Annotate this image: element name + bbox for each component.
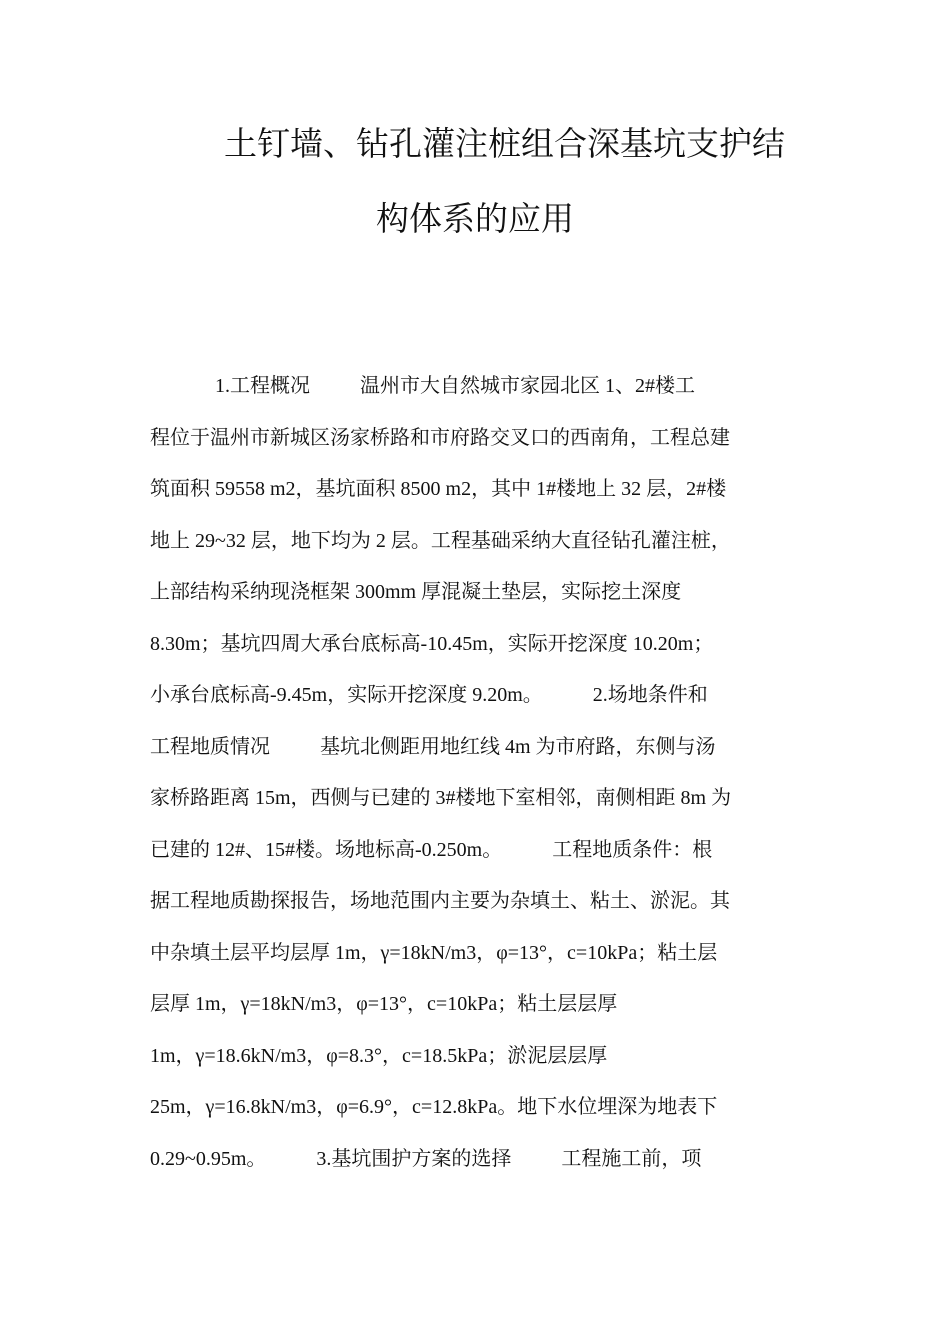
document-title-line-1: 土钉墙、钻孔灌注桩组合深基坑支护结 — [224, 127, 785, 163]
body-text-line: 上部结构采纳现浇框架 300mm 厚混凝土垫层，实际挖土深度 — [150, 581, 682, 603]
body-text-line: 筑面积 59558 m2，基坑面积 8500 m2，其中 1#楼地上 32 层，2#楼 — [150, 478, 727, 500]
body-text-line: 程位于温州市新城区汤家桥路和市府路交叉口的西南角，工程总建 — [150, 427, 730, 449]
body-text-line: 已建的 12#、15#楼。场地标高-0.250m。 工程地质条件：根 — [150, 839, 713, 861]
body-text-line: 层厚 1m，γ=18kN/m3，φ=13°，c=10kPa；粘土层层厚 — [150, 993, 618, 1015]
body-text-line: 0.29~0.95m。 3.基坑围护方案的选择 工程施工前，项 — [150, 1148, 702, 1170]
body-text-line: 地上 29~32 层，地下均为 2 层。工程基础采纳大直径钻孔灌注桩， — [150, 530, 731, 552]
body-text-line: 据工程地质勘探报告，场地范围内主要为杂填土、粘土、淤泥。其 — [150, 890, 730, 912]
body-text-line: 中杂填土层平均层厚 1m，γ=18kN/m3，φ=13°，c=10kPa；粘土层 — [150, 942, 718, 964]
body-text-line: 家桥路距离 15m，西侧与已建的 3#楼地下室相邻，南侧相距 8m 为 — [150, 787, 732, 809]
body-text-line: 1m，γ=18.6kN/m3，φ=8.3°，c=18.5kPa；淤泥层层厚 — [150, 1045, 608, 1067]
body-text-line: 25m，γ=16.8kN/m3，φ=6.9°，c=12.8kPa。地下水位埋深为地表下 — [150, 1096, 718, 1118]
body-text-line: 工程地质情况 基坑北侧距用地红线 4m 为市府路，东侧与汤 — [150, 736, 716, 758]
body-text-line: 1.工程概况 温州市大自然城市家园北区 1、2#楼工 — [150, 375, 695, 397]
body-text-line: 小承台底标高-9.45m，实际开挖深度 9.20m。 2.场地条件和 — [150, 684, 708, 706]
body-text-line: 8.30m；基坑四周大承台底标高-10.45m，实际开挖深度 10.20m； — [150, 633, 714, 655]
document-title-line-2: 构体系的应用 — [376, 202, 574, 238]
